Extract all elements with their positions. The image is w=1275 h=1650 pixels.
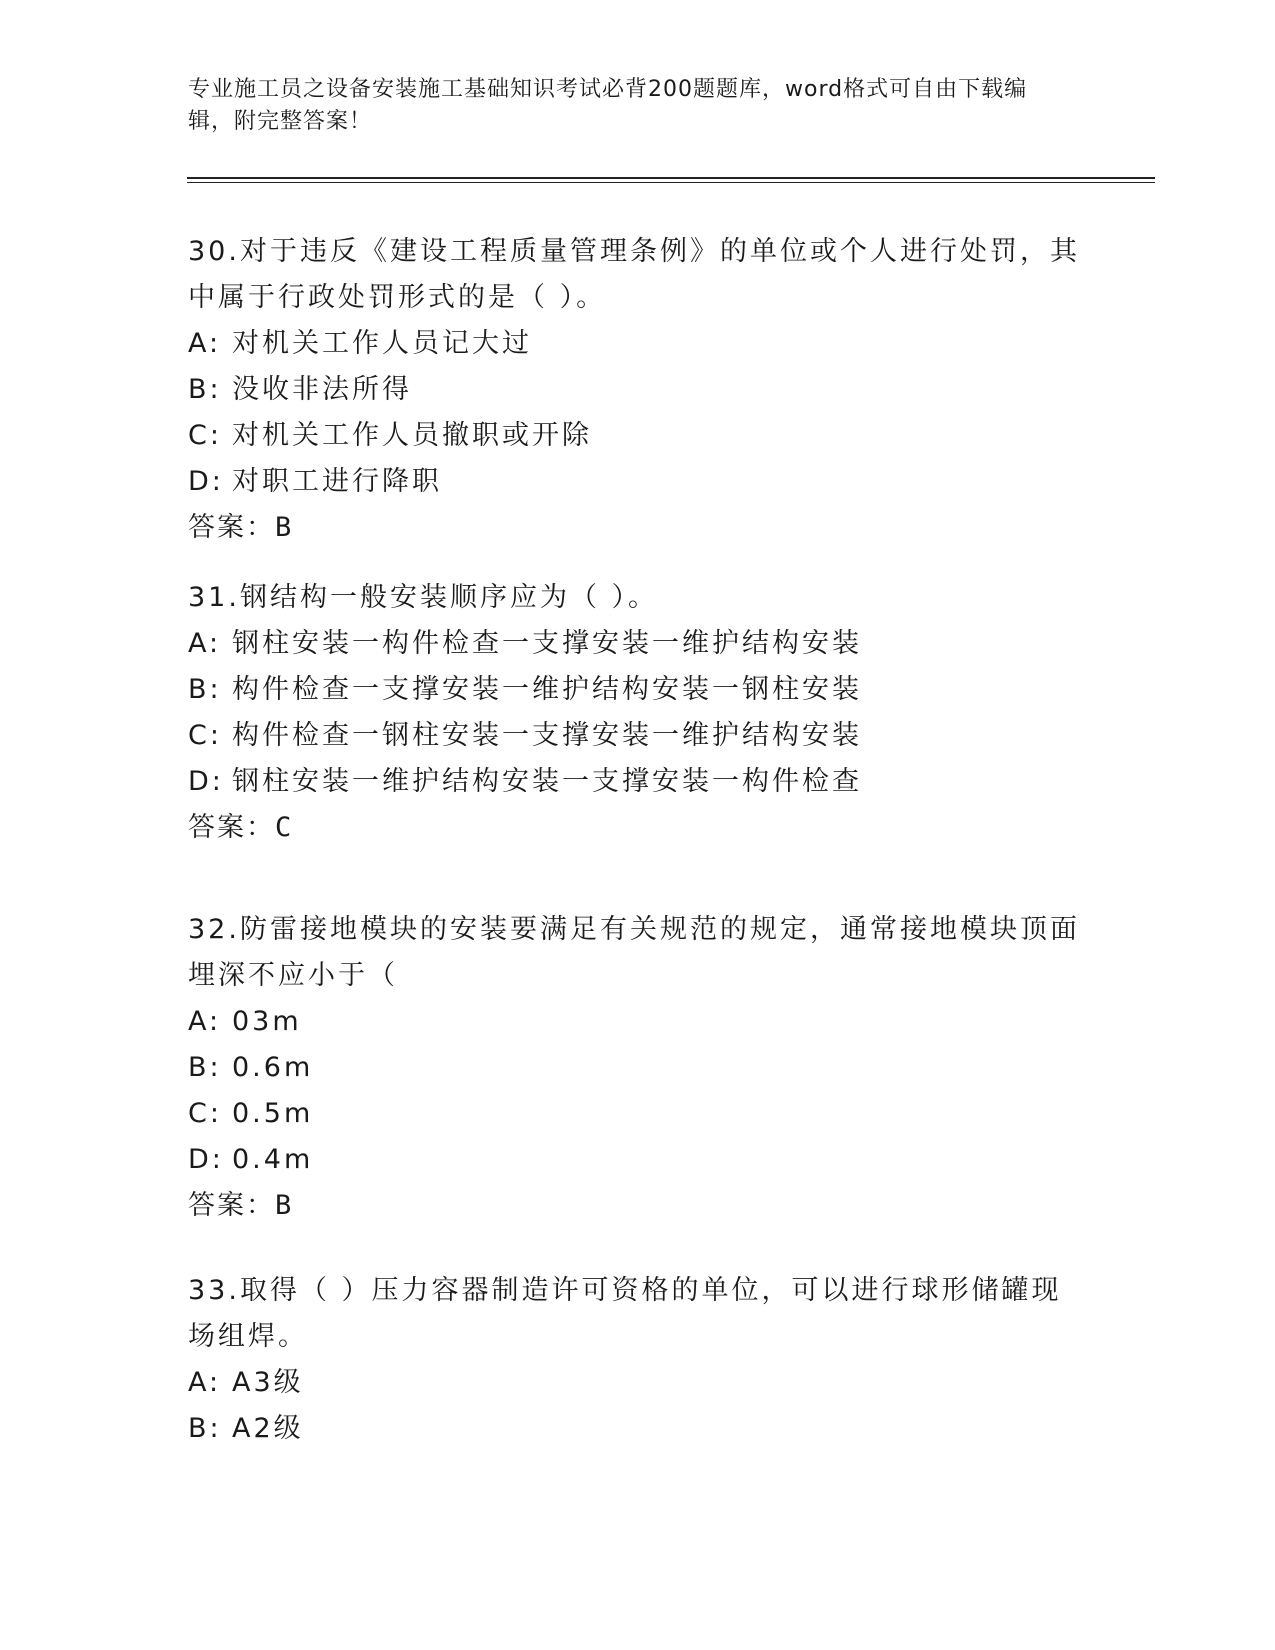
option-key: A: — [188, 1367, 222, 1398]
option-text: 构件检查一支撑安装一维护结构安装一钢柱安装 — [232, 674, 862, 705]
option-a — [188, 1360, 1088, 1406]
option-text: A2级 — [232, 1413, 304, 1444]
question-33 — [188, 1268, 1088, 1452]
option-key: C: — [188, 1098, 222, 1129]
option-a — [188, 321, 1088, 367]
answer-label: 答案： — [188, 512, 275, 543]
option-text: 没收非法所得 — [232, 374, 412, 405]
answer-line — [188, 805, 1088, 851]
option-key: C: — [188, 720, 222, 751]
option-text: 构件检查一钢柱安装一支撑安装一维护结构安装 — [232, 720, 862, 751]
header-divider — [187, 177, 1155, 179]
option-key: A: — [188, 328, 222, 359]
question-stem: 33.取得（ ）压力容器制造许可资格的单位，可以进行球形储罐现场组焊。 — [188, 1275, 1062, 1352]
option-key: D: — [188, 1144, 224, 1175]
option-key: A: — [188, 1006, 222, 1037]
answer-line — [188, 1183, 1088, 1229]
option-text: 0.5m — [232, 1098, 314, 1129]
answer-label: 答案： — [188, 1190, 275, 1221]
option-key: D: — [188, 766, 224, 797]
answer-value: B — [275, 512, 294, 543]
option-a — [188, 999, 1088, 1045]
option-key: B: — [188, 374, 222, 405]
option-a — [188, 621, 1088, 667]
header-divider-thin — [187, 182, 1155, 183]
option-text: 03m — [232, 1006, 302, 1037]
document-header: 专业施工员之设备安装施工基础知识考试必背200题题库，word格式可自由下载编辑，附完整答案！ — [188, 77, 1028, 134]
option-c — [188, 413, 1088, 459]
option-d — [188, 759, 1088, 805]
option-c — [188, 713, 1088, 759]
option-b — [188, 1045, 1088, 1091]
question-32 — [188, 907, 1088, 1229]
option-text: 对职工进行降职 — [232, 466, 442, 497]
answer-label: 答案： — [188, 812, 275, 843]
question-31 — [188, 575, 1088, 851]
option-text: 钢柱安装一维护结构安装一支撑安装一构件检查 — [232, 766, 862, 797]
question-stem: 30.对于违反《建设工程质量管理条例》的单位或个人进行处罚，其中属于行政处罚形式的是（ ）。 — [188, 236, 1080, 313]
option-key: C: — [188, 420, 222, 451]
option-text: 钢柱安装一构件检查一支撑安装一维护结构安装 — [232, 628, 862, 659]
option-b — [188, 367, 1088, 413]
option-text: A3级 — [232, 1367, 304, 1398]
option-text: 0.4m — [232, 1144, 314, 1175]
option-d — [188, 1137, 1088, 1183]
option-key: D: — [188, 466, 224, 497]
option-d — [188, 459, 1088, 505]
option-c — [188, 1091, 1088, 1137]
option-text: 对机关工作人员记大过 — [232, 328, 532, 359]
option-key: B: — [188, 1413, 222, 1444]
option-b — [188, 1406, 1088, 1452]
question-30 — [188, 229, 1088, 551]
option-text: 0.6m — [232, 1052, 314, 1083]
option-key: B: — [188, 1052, 222, 1083]
answer-value: B — [275, 1190, 294, 1221]
answer-value: C — [275, 812, 294, 843]
question-stem: 32.防雷接地模块的安装要满足有关规范的规定，通常接地模块顶面埋深不应小于（ — [188, 914, 1080, 991]
answer-line — [188, 505, 1088, 551]
option-key: A: — [188, 628, 222, 659]
option-key: B: — [188, 674, 222, 705]
option-text: 对机关工作人员撤职或开除 — [232, 420, 592, 451]
question-stem: 31.钢结构一般安装顺序应为（ ）。 — [188, 582, 659, 613]
option-b — [188, 667, 1088, 713]
